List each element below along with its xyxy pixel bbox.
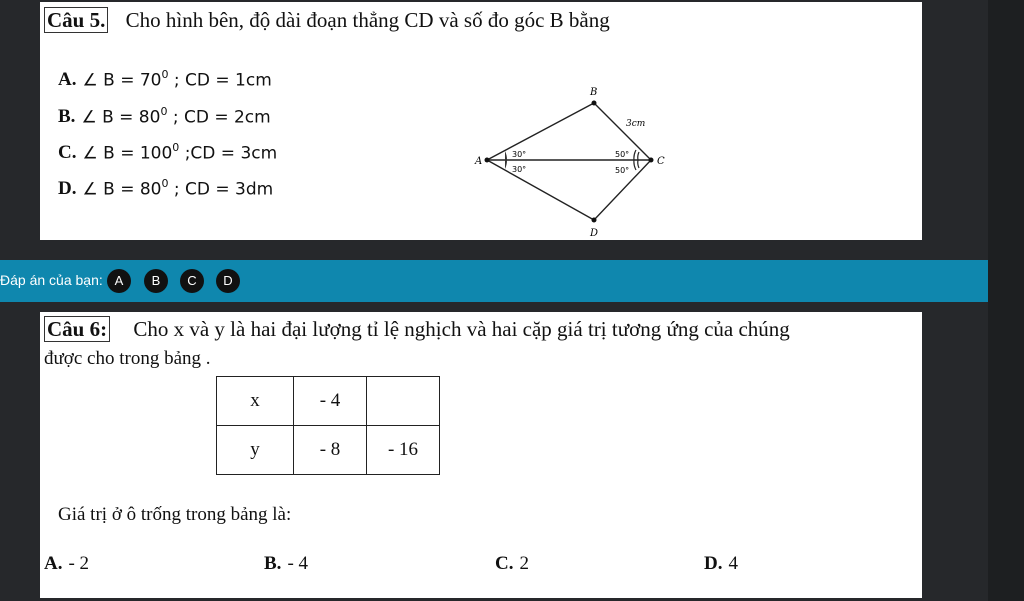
table-cell: - 4 (294, 377, 367, 426)
label-a: A (475, 156, 483, 167)
label-b: B (590, 87, 598, 98)
answer-choice-d[interactable]: D (216, 269, 240, 293)
question-5-text: Cho hình bên, độ dài đoạn thẳng CD và số đo góc B bằng (125, 8, 610, 32)
question-6-panel (40, 312, 922, 598)
q6-option-b: B. - 4 (264, 553, 309, 574)
point-a (485, 158, 490, 163)
table-cell-blank (367, 377, 440, 426)
label-angle-c-top: 50° (615, 150, 630, 159)
answer-choice-c[interactable]: C (180, 269, 204, 293)
angle-mark-a (505, 151, 507, 169)
question-5-number: Câu 5. (44, 7, 108, 33)
answer-label: Đáp án của bạn: (0, 272, 103, 288)
table-row-x (217, 377, 440, 426)
answer-choice-b[interactable]: B (144, 269, 168, 293)
point-c (649, 158, 654, 163)
q6-option-a: A. - 2 (44, 553, 90, 574)
point-b (592, 101, 597, 106)
label-angle-c-bottom: 50° (615, 166, 630, 175)
q6-option-c: C. 2 (495, 553, 529, 574)
answer-choice-a[interactable]: A (107, 269, 131, 293)
point-d (592, 218, 597, 223)
table-row-y (217, 426, 440, 475)
table-cell: - 8 (294, 426, 367, 475)
question-6-text-line2: được cho trong bảng . (44, 348, 211, 369)
label-d: D (590, 228, 599, 239)
table-cell: x (217, 377, 294, 426)
label-side-bc: 3cm (626, 119, 646, 129)
table-cell: y (217, 426, 294, 475)
q6-option-d: D. 4 (704, 553, 738, 574)
window-edge (988, 0, 1024, 601)
q5-option-b: B. ∠ $B = 80^0$ ; CD = 2cm (58, 105, 271, 128)
table-cell: - 16 (367, 426, 440, 475)
question-6-title (44, 317, 790, 342)
q5-option-a: A. ∠ $B = 70^0$ ; CD = 1cm (58, 68, 272, 91)
label-angle-a-top: 30° (512, 150, 527, 159)
answer-bar (0, 260, 988, 302)
values-table (216, 376, 440, 475)
q5-option-c: C. ∠ $B = 100^0$ ;CD = 3cm (58, 141, 278, 164)
label-angle-a-bottom: 30° (512, 165, 527, 174)
question-6-number: Câu 6: (44, 316, 110, 342)
question-5-title (44, 8, 610, 33)
kite-figure (472, 80, 712, 240)
question-6-text-line1: Cho x và y là hai đại lượng tỉ lệ nghịch và hai cặp giá trị tương ứng của chúng (133, 317, 790, 341)
q5-option-d: D. ∠ $B = 80^0$ ; CD = 3dm (58, 177, 274, 200)
label-c: C (657, 156, 665, 167)
question-5-panel (40, 2, 922, 240)
question-6-prompt: Giá trị ở ô trống trong bảng là: (58, 504, 292, 525)
